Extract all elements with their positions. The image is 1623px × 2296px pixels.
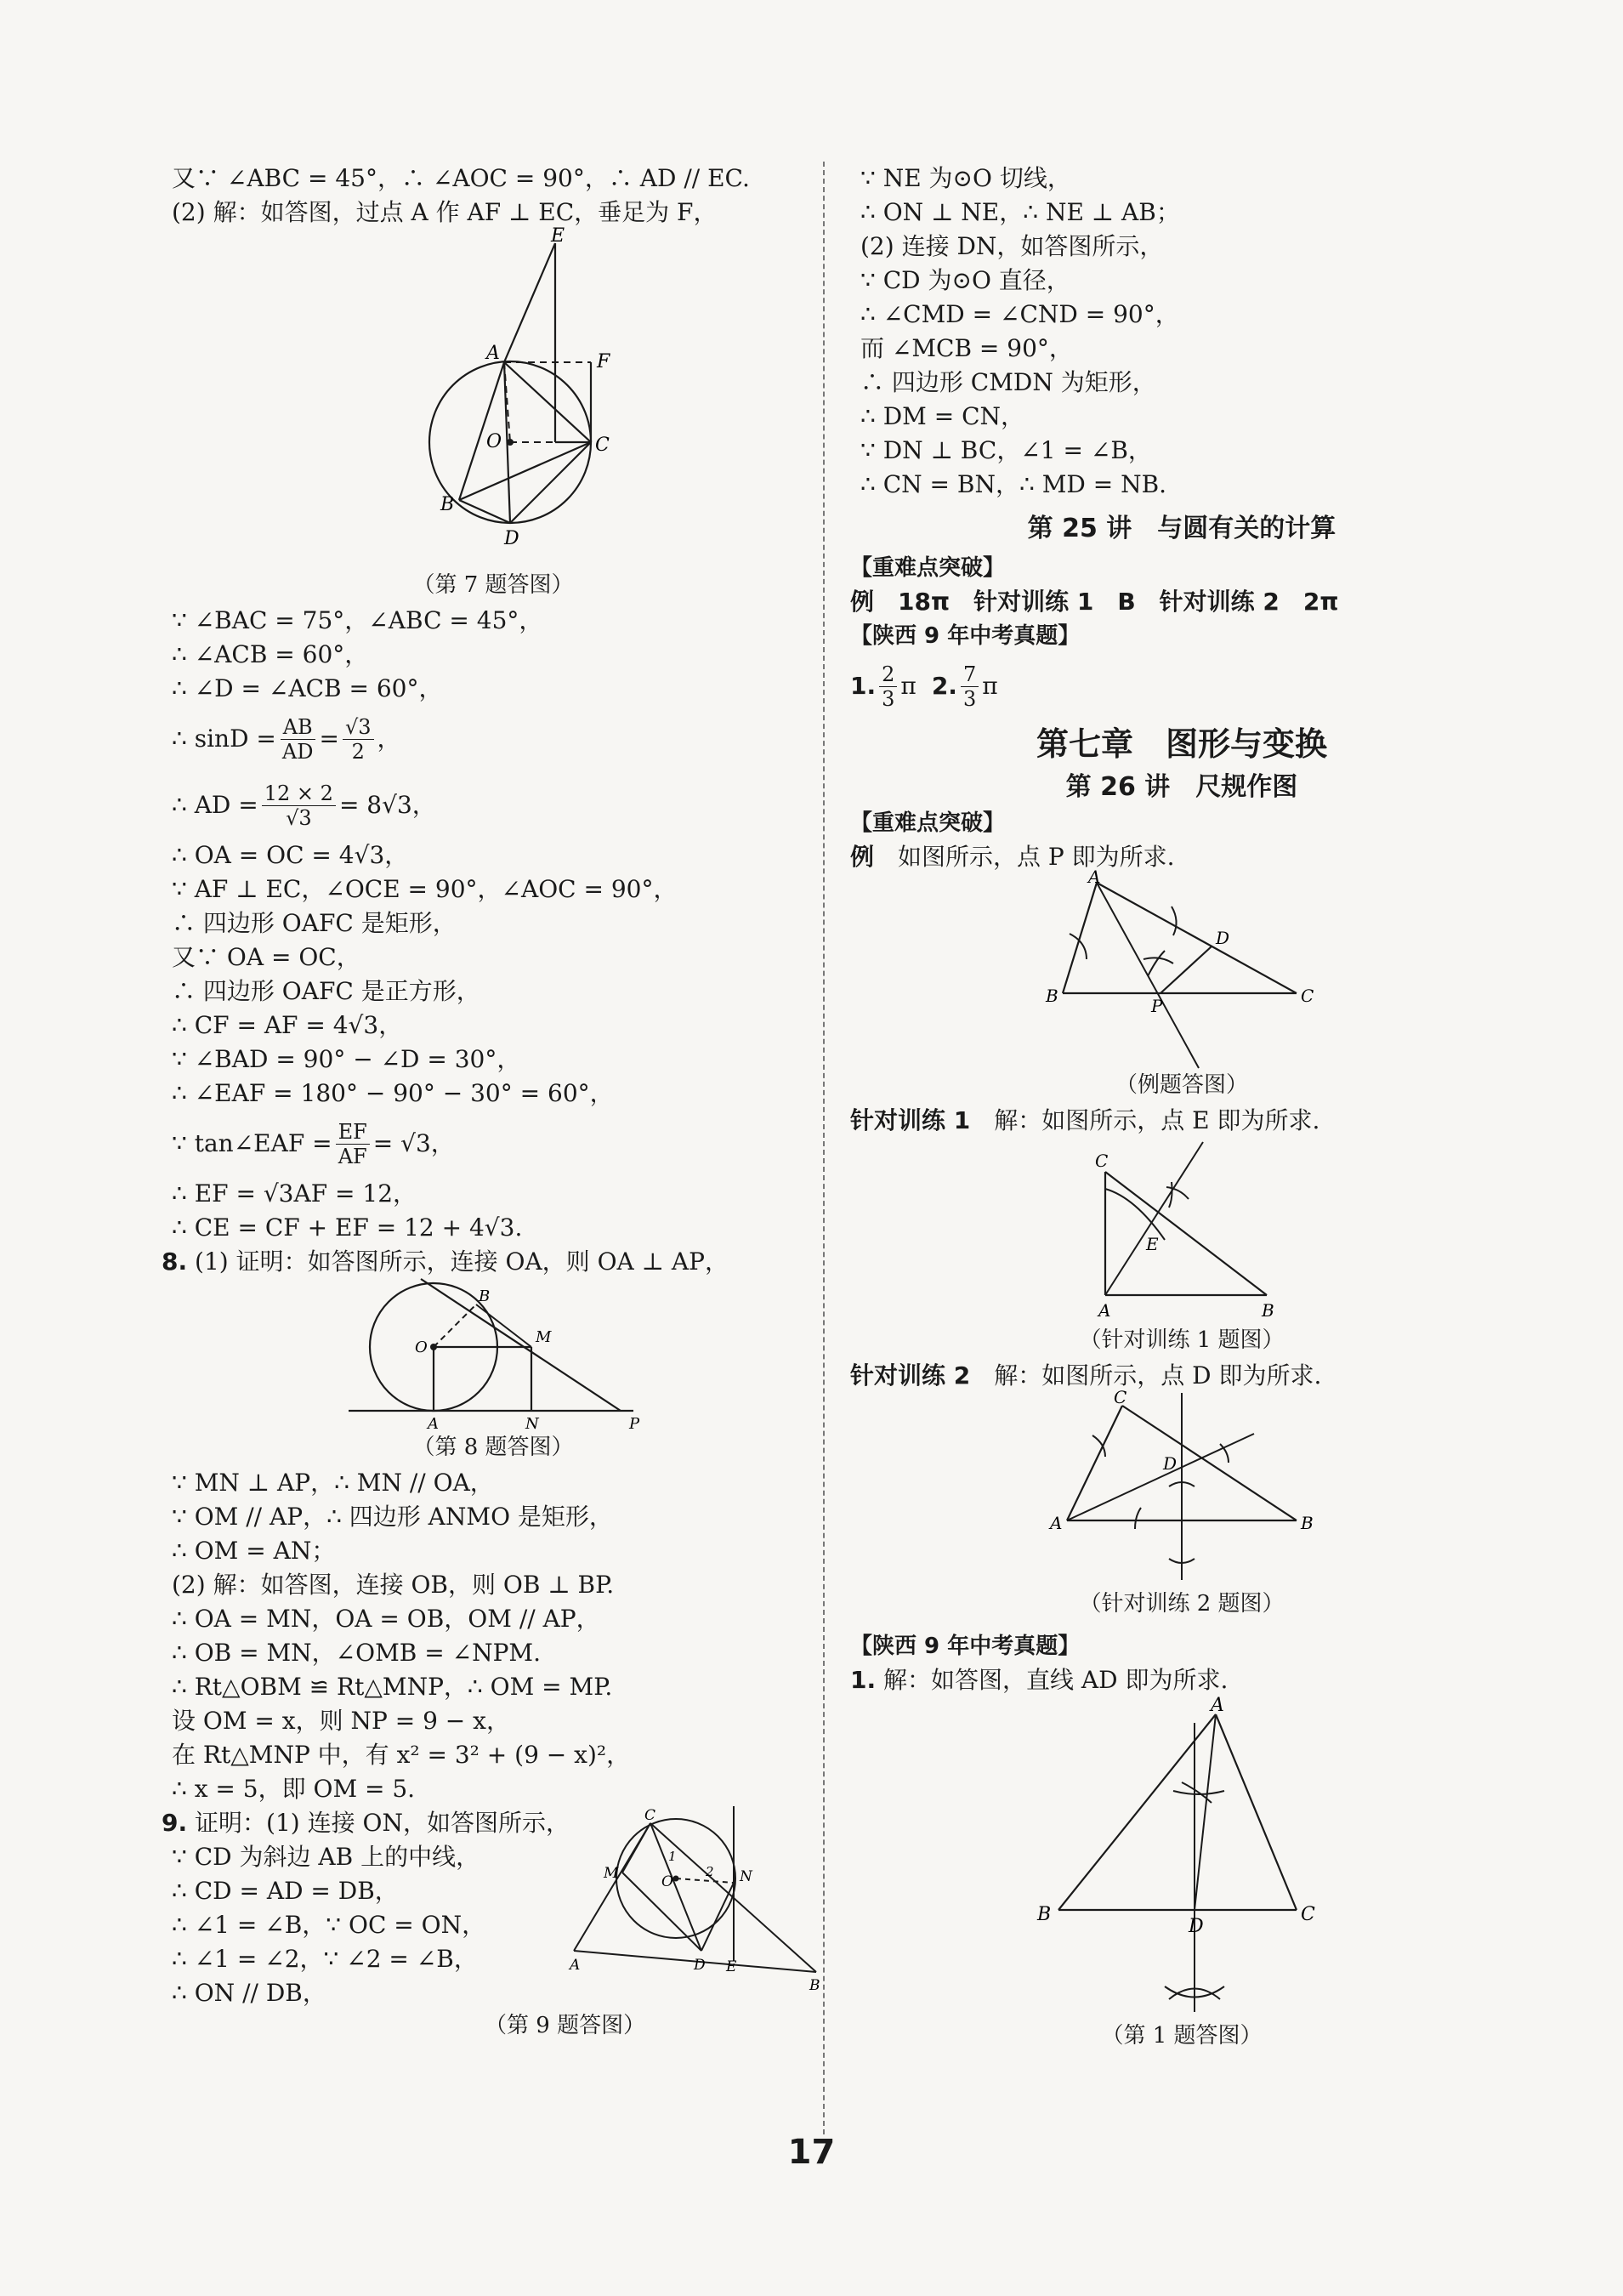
- svg-text:D: D: [1216, 928, 1230, 948]
- lecture-title: 第 26 讲 尺规作图: [1065, 772, 1298, 802]
- answer-number: 1.: [850, 672, 877, 700]
- fig9-cm: [622, 1823, 650, 1873]
- formula-text: ，: [377, 725, 401, 753]
- answer-fractions: [850, 653, 1513, 719]
- text-line: ∴ 四边形 OAFC 是矩形，: [172, 909, 457, 937]
- fig7-bc: [459, 442, 591, 500]
- text-line: ∴ OB = MN，∠OMB = ∠NPM.: [172, 1639, 541, 1667]
- formula-text: ∴ AD =: [172, 791, 258, 819]
- formula-tan: [162, 1111, 825, 1177]
- text-line: ∴ CN = BN，∴ MD = NB.: [860, 470, 1167, 498]
- formula-ad: [162, 772, 825, 838]
- figure-training-2: [1046, 1387, 1318, 1588]
- numerator: 7: [961, 662, 979, 687]
- training-text: 解：如图所示，点 E 即为所求.: [994, 1106, 1320, 1134]
- text-line: ∴ x = 5，即 OM = 5.: [172, 1775, 416, 1803]
- fig7-dc: [510, 442, 591, 523]
- svg-text:2: 2: [706, 1864, 714, 1879]
- fraction: [280, 715, 316, 764]
- svg-text:B: B: [1046, 986, 1058, 1006]
- denominator: 3: [962, 686, 977, 711]
- question-1-line: [850, 1663, 1513, 1697]
- figure-caption: （第 1 题答图）: [1101, 2023, 1263, 2049]
- formula-text: = 8√3，: [338, 791, 436, 819]
- formula-text: ∵ tan∠EAF =: [172, 1129, 332, 1157]
- svg-text:C: C: [644, 1807, 656, 1824]
- text-line: 在 Rt△MNP 中，有 x² = 3² + (9 − x)²，: [172, 1741, 631, 1769]
- question-number: 9.: [162, 1809, 188, 1837]
- training-label: 针对训练 2: [850, 1361, 995, 1390]
- figure-caption: （第 9 题答图）: [485, 2013, 646, 2038]
- text-line: (2) 解：如答图，连接 OB，则 OB ⊥ BP.: [172, 1571, 615, 1599]
- numerator: AB: [281, 715, 315, 740]
- svg-text:F: F: [597, 351, 610, 372]
- question-9-block: [162, 1806, 825, 2010]
- figure-caption: （针对训练 2 题图）: [1079, 1591, 1285, 1617]
- text-line: (2) 连接 DN，如答图所示，: [860, 232, 1164, 260]
- denominator: 2: [351, 739, 365, 764]
- text-line: ∵ MN ⊥ AP，∴ MN // OA，: [172, 1469, 494, 1497]
- right-column: [850, 162, 1513, 2054]
- text-line: ∵ OM // AP，∴ 四边形 ANMO 是矩形，: [172, 1503, 613, 1531]
- fraction: [262, 781, 336, 830]
- svg-text:N: N: [740, 1868, 752, 1885]
- svg-text:C: C: [1095, 1151, 1109, 1171]
- question-text: 解：如答图，直线 AD 即为所求.: [883, 1666, 1229, 1694]
- figex-arc4: [1148, 951, 1165, 976]
- figex-ab: [1063, 883, 1097, 993]
- numerator: EF: [336, 1120, 370, 1145]
- example-label: 例: [850, 843, 875, 871]
- fig8-center: [430, 1344, 437, 1350]
- chapter-title: 第七章 图形与变换: [1036, 725, 1327, 763]
- training-2-line: [850, 1359, 1513, 1393]
- formula-text: =: [319, 725, 339, 753]
- svg-text:A: A: [428, 1415, 439, 1433]
- svg-text:C: C: [595, 435, 610, 456]
- question-number: 1.: [850, 1666, 877, 1694]
- text-line: ∵ CD 为斜边 AB 上的中线，: [172, 1843, 480, 1871]
- text-line: ∴ ON ⊥ NE，∴ NE ⊥ AB；: [860, 198, 1180, 226]
- text-line: 设 OM = x，则 NP = 9 − x，: [172, 1707, 510, 1735]
- svg-text:1: 1: [668, 1849, 677, 1864]
- svg-text:M: M: [536, 1328, 552, 1346]
- figure-example: [1046, 867, 1318, 1070]
- fig7-center: [507, 439, 514, 446]
- figure-caption: （第 7 题答图）: [412, 572, 574, 598]
- svg-text:P: P: [629, 1415, 640, 1433]
- svg-text:A: A: [486, 343, 500, 364]
- question-9-text: [162, 1806, 570, 2010]
- svg-text:D: D: [694, 1957, 706, 1974]
- svg-text:B: B: [440, 494, 455, 515]
- text-line: (2) 解：如答图，过点 A 作 AF ⊥ EC，垂足为 F，: [172, 198, 718, 226]
- section-heading: 【陕西 9 年中考真题】: [850, 1634, 1081, 1659]
- figt1-cb: [1105, 1172, 1267, 1295]
- answer-number: 2.: [931, 672, 957, 700]
- text-line: ∴ ∠D = ∠ACB = 60°，: [172, 674, 443, 702]
- svg-text:B: B: [1262, 1300, 1274, 1321]
- svg-text:N: N: [525, 1415, 539, 1433]
- formula-text: = √3，: [372, 1129, 455, 1157]
- fig9-on: [676, 1878, 734, 1883]
- figure-q8: [340, 1279, 646, 1432]
- svg-text:C: C: [1114, 1387, 1127, 1407]
- question-9: [162, 1806, 570, 1840]
- figq1-ab: [1058, 1714, 1216, 1910]
- pi-symbol: π: [982, 672, 998, 700]
- svg-text:E: E: [1146, 1234, 1159, 1254]
- svg-text:A: A: [570, 1957, 581, 1974]
- figt2-ad: [1067, 1434, 1254, 1520]
- lecture-title: 第 25 讲 与圆有关的计算: [1027, 514, 1336, 543]
- fig8-tangent: [421, 1279, 621, 1411]
- svg-text:P: P: [1151, 996, 1163, 1016]
- figt1-bisector: [1105, 1142, 1203, 1295]
- text-line: ∴ ∠EAF = 180° − 90° − 30° = 60°，: [172, 1079, 614, 1107]
- left-column: [162, 162, 825, 2044]
- training-1-line: [850, 1104, 1513, 1138]
- svg-text:E: E: [551, 225, 565, 247]
- text-line: ∴ DM = CN，: [860, 402, 1025, 430]
- figure-q1: [1029, 1697, 1335, 2020]
- text-line: ∴ 四边形 OAFC 是正方形，: [172, 977, 480, 1005]
- figure-q9-wrap: [570, 1806, 825, 2005]
- svg-text:A: A: [1211, 1695, 1224, 1716]
- text-line: ∴ 四边形 CMDN 为矩形，: [860, 368, 1156, 396]
- fig7-ae: [504, 243, 555, 362]
- text-line: 又∵ ∠ABC = 45°，∴ ∠AOC = 90°，∴ AD // EC.: [172, 164, 750, 192]
- question-text: 证明：(1) 连接 ON，如答图所示，: [195, 1809, 570, 1837]
- numerator: 2: [879, 662, 897, 687]
- numerator: 12 × 2: [262, 781, 336, 806]
- figq1-ac: [1216, 1714, 1297, 1910]
- svg-text:E: E: [726, 1958, 737, 1975]
- denominator: √3: [286, 805, 312, 830]
- svg-text:A: A: [1098, 1300, 1111, 1321]
- training-label: 针对训练 1: [850, 1106, 995, 1134]
- text-line: ∴ EF = √3AF = 12，: [172, 1179, 417, 1208]
- section-heading: 【重难点突破】: [850, 555, 1006, 581]
- text-line: ∴ CF = AF = 4√3，: [172, 1011, 403, 1039]
- svg-text:B: B: [1037, 1904, 1052, 1925]
- question-text: (1) 证明：如答图所示，连接 OA，则 OA ⊥ AP，: [195, 1247, 729, 1276]
- fraction: [343, 715, 374, 764]
- fig9-center: [673, 1876, 679, 1882]
- text-line: ∴ ∠1 = ∠B，∵ OC = ON，: [172, 1911, 486, 1939]
- figt1-arc1: [1105, 1189, 1165, 1240]
- denominator: AF: [338, 1144, 367, 1168]
- text-line: ∵ CD 为⊙O 直径，: [860, 266, 1070, 294]
- svg-text:A: A: [1088, 867, 1101, 887]
- svg-text:A: A: [1050, 1513, 1063, 1533]
- formula-sin: [162, 706, 825, 772]
- text-line: ∵ ∠BAC = 75°，∠ABC = 45°，: [172, 606, 543, 634]
- figure-caption: （针对训练 1 题图）: [1079, 1327, 1285, 1353]
- svg-text:O: O: [415, 1338, 428, 1356]
- text-line: ∵ NE 为⊙O 切线，: [860, 164, 1071, 192]
- figt2-cb: [1122, 1406, 1297, 1520]
- denominator: AD: [281, 739, 314, 764]
- svg-text:D: D: [504, 528, 519, 549]
- fraction: [336, 1120, 370, 1168]
- svg-text:M: M: [604, 1865, 619, 1882]
- text-line: ∴ OA = MN，OA = OB，OM // AP，: [172, 1605, 600, 1633]
- figure-q9: [570, 1806, 825, 2002]
- section-heading: 【重难点突破】: [850, 810, 1006, 836]
- svg-text:O: O: [661, 1873, 673, 1890]
- fig8-bm: [476, 1304, 531, 1347]
- svg-text:B: B: [479, 1287, 491, 1305]
- figure-q7: [383, 225, 610, 570]
- svg-text:D: D: [1163, 1453, 1178, 1474]
- figt2-arc5: [1135, 1508, 1141, 1529]
- text-line: 又∵ OA = OC，: [172, 943, 360, 971]
- svg-text:O: O: [486, 431, 502, 452]
- text-line: ∵ AF ⊥ EC，∠OCE = 90°，∠AOC = 90°，: [172, 875, 678, 903]
- figure-caption: （例题答图）: [1115, 1072, 1248, 1098]
- text-line: 而 ∠MCB = 90°，: [860, 334, 1073, 362]
- svg-text:B: B: [809, 1977, 820, 1994]
- svg-text:C: C: [1301, 986, 1314, 1006]
- figq1-ad: [1195, 1714, 1216, 1910]
- text-line: ∵ DN ⊥ BC，∠1 = ∠B，: [860, 436, 1152, 464]
- formula-text: ∴ sinD =: [172, 725, 276, 753]
- training-text: 解：如图所示，点 D 即为所求.: [994, 1361, 1322, 1390]
- section-heading: 【陕西 9 年中考真题】: [850, 623, 1081, 649]
- question-8: [162, 1245, 825, 1279]
- example-text: 如图所示，点 P 即为所求.: [874, 843, 1175, 871]
- text-line: ∴ OA = OC = 4√3，: [172, 841, 409, 869]
- example-line: [850, 840, 1513, 874]
- svg-text:D: D: [1189, 1916, 1204, 1937]
- column-divider: [823, 162, 825, 2134]
- fraction: [961, 662, 979, 711]
- text-line: ∵ ∠BAD = 90° − ∠D = 30°，: [172, 1045, 521, 1073]
- question-number: 8.: [162, 1247, 188, 1276]
- text-line: ∴ ∠ACB = 60°，: [172, 640, 369, 668]
- numerator: √3: [343, 715, 374, 740]
- figt2-ca: [1067, 1406, 1122, 1520]
- fig9-cd: [650, 1823, 701, 1951]
- answer-text: 例 18π 针对训练 1 B 针对训练 2 2π: [850, 588, 1339, 616]
- text-line: ∴ ∠1 = ∠2，∵ ∠2 = ∠B，: [172, 1945, 478, 1973]
- fraction: [879, 662, 897, 711]
- fig8-ob: [434, 1304, 476, 1347]
- text-line: ∴ CD = AD = DB，: [172, 1877, 399, 1905]
- text-line: ∴ Rt△OBM ≌ Rt△MNP，∴ OM = MP.: [172, 1673, 613, 1701]
- figure-caption: （第 8 题答图）: [412, 1435, 574, 1460]
- text-line: ∴ OM = AN；: [172, 1537, 336, 1565]
- figex-arc2: [1172, 906, 1177, 935]
- fig7-ac: [504, 362, 591, 442]
- fig9-dn: [701, 1883, 734, 1951]
- text-line: ∴ ON // DB，: [172, 1979, 326, 2007]
- text-line: ∴ ∠CMD = ∠CND = 90°，: [860, 300, 1179, 328]
- svg-text:B: B: [1301, 1513, 1314, 1533]
- answer-line: [850, 585, 1513, 619]
- denominator: 3: [882, 686, 895, 711]
- text-line: ∴ CE = CF + EF = 12 + 4√3.: [172, 1213, 523, 1242]
- svg-text:C: C: [1301, 1904, 1315, 1925]
- pi-symbol: π: [900, 672, 916, 700]
- figex-dp: [1161, 946, 1212, 993]
- page-number: 17: [787, 2133, 836, 2172]
- figure-training-1: [1071, 1138, 1292, 1325]
